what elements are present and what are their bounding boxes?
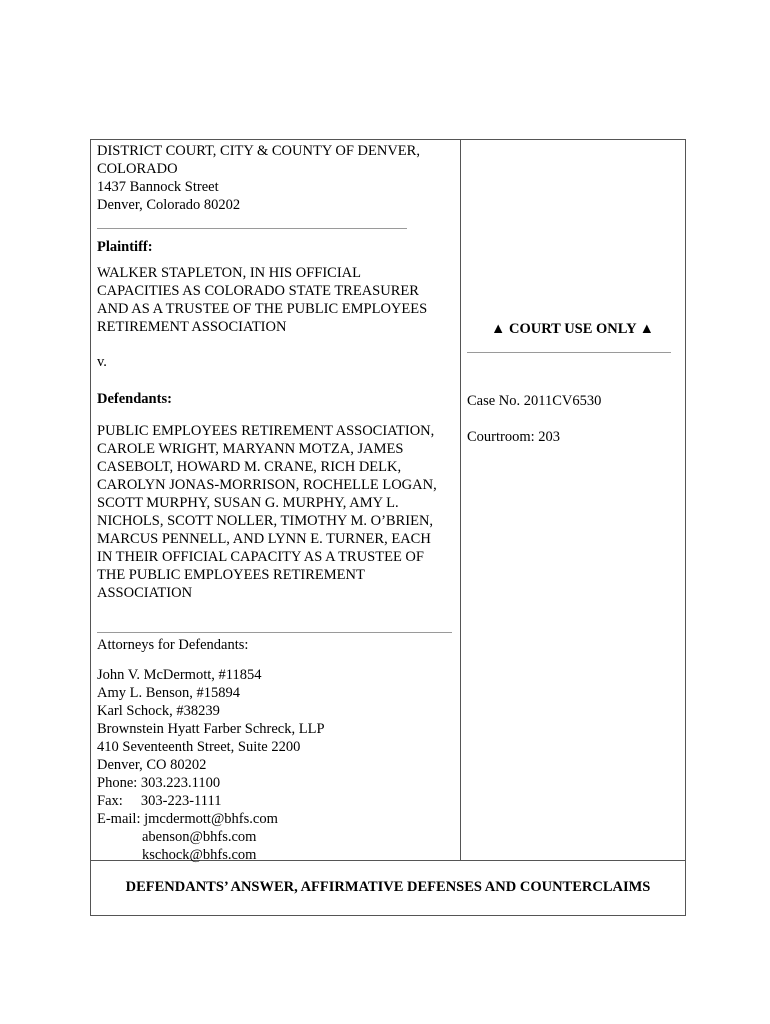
defendants-line-8: IN THEIR OFFICIAL CAPACITY AS A TRUSTEE OF [97,549,424,565]
defendants-line-9: THE PUBLIC EMPLOYEES RETIREMENT [97,567,365,583]
case-number: Case No. 2011CV6530 [467,393,602,409]
attorney-line-1: John V. McDermott, #11854 [97,667,262,683]
defendants-line-6: NICHOLS, SCOTT NOLLER, TIMOTHY M. O’BRIEN, [97,513,434,529]
document-title: DEFENDANTS’ ANSWER, AFFIRMATIVE DEFENSES AND COUNTERCLAIMS [125,879,651,895]
court-use-only-label: ▲ COURT USE ONLY ▲ [491,321,655,337]
attorneys-heading: Attorneys for Defendants: [97,637,249,653]
firm-street: 410 Seventeenth Street, Suite 2200 [97,739,301,755]
defendants-line-10: ASSOCIATION [97,585,193,601]
versus: v. [97,354,107,370]
firm-fax: Fax: 303-223-1111 [97,793,222,809]
defendants-line-3: CASEBOLT, HOWARD M. CRANE, RICH DELK, [97,459,402,475]
attorney-line-3: Karl Schock, #38239 [97,703,220,719]
court-city: Denver, Colorado 80202 [97,197,241,213]
plaintiff-heading: Plaintiff: [97,239,153,255]
court-name-line-2: COLORADO [97,161,178,177]
plaintiff-line-3: AND AS A TRUSTEE OF THE PUBLIC EMPLOYEES [97,301,428,317]
defendants-rule [97,632,452,633]
plaintiff-line-2: CAPACITIES AS COLORADO STATE TREASURER [97,283,419,299]
defendants-heading: Defendants: [97,391,172,407]
email-line-1: E-mail: jmcdermott@bhfs.com [97,811,278,827]
plaintiff-line-1: WALKER STAPLETON, IN HIS OFFICIAL [97,265,362,281]
defendants-line-7: MARCUS PENNELL, AND LYNN E. TURNER, EACH [97,531,431,547]
firm-city: Denver, CO 80202 [97,757,207,773]
firm-name: Brownstein Hyatt Farber Schreck, LLP [97,721,325,737]
court-use-rule [467,352,671,353]
defendants-line-1: PUBLIC EMPLOYEES RETIREMENT ASSOCIATION, [97,423,435,439]
courtroom: Courtroom: 203 [467,429,561,445]
defendants-line-5: SCOTT MURPHY, SUSAN G. MURPHY, AMY L. [97,495,399,511]
court-rule [97,228,407,229]
court-street: 1437 Bannock Street [97,179,219,195]
email-line-3: kschock@bhfs.com [142,847,257,863]
court-name-line-1: DISTRICT COURT, CITY & COUNTY OF DENVER, [97,143,420,159]
defendants-line-4: CAROLYN JONAS-MORRISON, ROCHELLE LOGAN, [97,477,437,493]
defendants-line-2: CAROLE WRIGHT, MARYANN MOTZA, JAMES [97,441,404,457]
column-divider [460,139,461,861]
email-line-2: abenson@bhfs.com [142,829,257,845]
plaintiff-line-4: RETIREMENT ASSOCIATION [97,319,287,335]
firm-phone: Phone: 303.223.1100 [97,775,221,791]
attorney-line-2: Amy L. Benson, #15894 [97,685,240,701]
